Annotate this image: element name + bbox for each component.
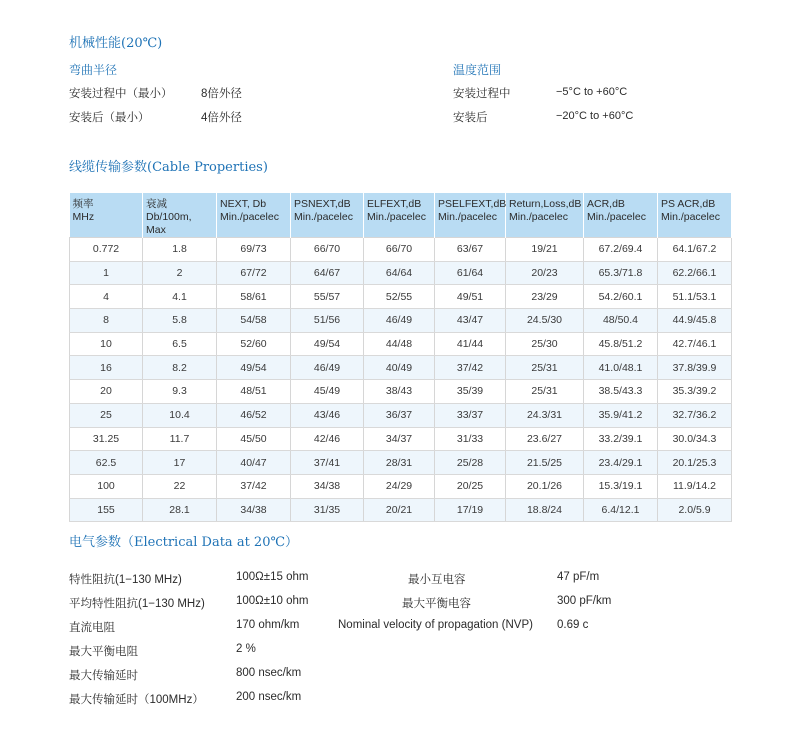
column-header: ACR,dB Min./pacelec [584, 193, 658, 238]
table-cell: 64/64 [364, 261, 435, 285]
table-cell: 67.2/69.4 [584, 238, 658, 262]
table-cell: 41/44 [435, 332, 506, 356]
table-cell: 20.1/25.3 [658, 451, 732, 475]
table-row [70, 498, 732, 522]
table-cell: 66/70 [364, 238, 435, 262]
table-cell: 20/25 [435, 474, 506, 498]
table-cell: 62.2/66.1 [658, 261, 732, 285]
table-row [70, 309, 732, 333]
temp-value-installed: −20°C to +60°C [556, 110, 634, 122]
table-cell: 48/51 [217, 380, 291, 404]
table-cell: 43/47 [435, 309, 506, 333]
table-cell: 41.0/48.1 [584, 356, 658, 380]
table-cell: 25/30 [506, 332, 584, 356]
table-row [70, 332, 732, 356]
table-cell: 69/73 [217, 238, 291, 262]
column-header: ELFEXT,dB Min./pacelec [364, 193, 435, 238]
table-cell: 42/46 [291, 427, 364, 451]
table-cell: 54/58 [217, 309, 291, 333]
table-cell: 155 [70, 498, 143, 522]
table-row [70, 474, 732, 498]
table-cell: 20.1/26 [506, 474, 584, 498]
table-cell: 31/33 [435, 427, 506, 451]
avg-impedance-value: 100Ω±10 ohm [236, 595, 309, 607]
table-cell: 34/37 [364, 427, 435, 451]
table-cell: 28.1 [143, 498, 217, 522]
table-cell: 16 [70, 356, 143, 380]
table-cell: 36/37 [364, 403, 435, 427]
table-cell: 11.9/14.2 [658, 474, 732, 498]
table-cell: 25/31 [506, 380, 584, 404]
table-cell: 4 [70, 285, 143, 309]
max-delay-100mhz-value: 200 nsec/km [236, 691, 302, 703]
table-row [70, 427, 732, 451]
table-cell: 35.9/41.2 [584, 403, 658, 427]
table-cell: 0.772 [70, 238, 143, 262]
table-cell: 34/38 [291, 474, 364, 498]
max-unbalance-capacitance-value: 300 pF/km [557, 595, 612, 607]
table-cell: 28/31 [364, 451, 435, 475]
min-mutual-capacitance-value: 47 pF/m [557, 571, 600, 583]
table-cell: 20 [70, 380, 143, 404]
table-cell: 51.1/53.1 [658, 285, 732, 309]
table-row [70, 238, 732, 262]
table-cell: 33.2/39.1 [584, 427, 658, 451]
cable-properties-title: 线缆传输参数(Cable Properties) [69, 160, 268, 175]
table-cell: 46/52 [217, 403, 291, 427]
table-cell: 64/67 [291, 261, 364, 285]
table-cell: 10.4 [143, 403, 217, 427]
table-cell: 17/19 [435, 498, 506, 522]
table-cell: 20/23 [506, 261, 584, 285]
table-header-row [70, 193, 732, 238]
impedance-value: 100Ω±15 ohm [236, 571, 309, 583]
table-cell: 54.2/60.1 [584, 285, 658, 309]
table-cell: 40/49 [364, 356, 435, 380]
table-cell: 37/41 [291, 451, 364, 475]
table-cell: 18.8/24 [506, 498, 584, 522]
table-cell: 24.5/30 [506, 309, 584, 333]
table-cell: 31.25 [70, 427, 143, 451]
table-cell: 1 [70, 261, 143, 285]
table-cell: 46/49 [291, 356, 364, 380]
table-cell: 48/50.4 [584, 309, 658, 333]
table-cell: 19/21 [506, 238, 584, 262]
bend-label-installing: 安装过程中（最小） [69, 88, 173, 100]
temp-label-installing: 安装过程中 [453, 88, 511, 100]
table-cell: 25/28 [435, 451, 506, 475]
table-cell: 23/29 [506, 285, 584, 309]
table-cell: 35/39 [435, 380, 506, 404]
table-cell: 37/42 [435, 356, 506, 380]
table-cell: 2 [143, 261, 217, 285]
table-cell: 8 [70, 309, 143, 333]
table-cell: 49/54 [291, 332, 364, 356]
table-cell: 46/49 [364, 309, 435, 333]
table-cell: 100 [70, 474, 143, 498]
table-cell: 44.9/45.8 [658, 309, 732, 333]
temp-value-installing: −5°C to +60°C [556, 86, 628, 98]
table-cell: 15.3/19.1 [584, 474, 658, 498]
max-delay-label: 最大传输延时 [69, 670, 138, 682]
table-cell: 6.5 [143, 332, 217, 356]
table-cell: 43/46 [291, 403, 364, 427]
table-row [70, 285, 732, 309]
table-cell: 25 [70, 403, 143, 427]
bend-value-installing: 8倍外径 [201, 88, 242, 100]
table-cell: 23.4/29.1 [584, 451, 658, 475]
table-cell: 5.8 [143, 309, 217, 333]
table-cell: 22 [143, 474, 217, 498]
table-cell: 61/64 [435, 261, 506, 285]
column-header: 衰减 Db/100m, Max [143, 193, 217, 238]
table-cell: 63/67 [435, 238, 506, 262]
table-row [70, 403, 732, 427]
table-cell: 31/35 [291, 498, 364, 522]
table-row [70, 380, 732, 404]
avg-impedance-label: 平均特性阻抗(1−130 MHz) [69, 598, 205, 610]
table-cell: 25/31 [506, 356, 584, 380]
table-cell: 21.5/25 [506, 451, 584, 475]
max-delay-100mhz-label: 最大传输延时（100MHz） [69, 694, 204, 706]
temp-label-installed: 安装后 [453, 112, 488, 124]
column-header: Return,Loss,dB Min./pacelec [506, 193, 584, 238]
cable-properties-table [69, 193, 732, 522]
table-cell: 30.0/34.3 [658, 427, 732, 451]
table-cell: 10 [70, 332, 143, 356]
table-cell: 67/72 [217, 261, 291, 285]
table-cell: 38.5/43.3 [584, 380, 658, 404]
table-cell: 40/47 [217, 451, 291, 475]
table-cell: 24/29 [364, 474, 435, 498]
table-row [70, 451, 732, 475]
table-cell: 42.7/46.1 [658, 332, 732, 356]
table-cell: 37/42 [217, 474, 291, 498]
table-cell: 4.1 [143, 285, 217, 309]
table-cell: 45/49 [291, 380, 364, 404]
temperature-range-title: 温度范围 [453, 63, 502, 77]
nvp-value: 0.69 c [557, 619, 589, 631]
max-unbalance-resistance-value: 2 % [236, 643, 256, 655]
table-cell: 64.1/67.2 [658, 238, 732, 262]
table-cell: 17 [143, 451, 217, 475]
column-header: PS ACR,dB Min./pacelec [658, 193, 732, 238]
max-delay-value: 800 nsec/km [236, 667, 302, 679]
table-cell: 37.8/39.9 [658, 356, 732, 380]
table-cell: 55/57 [291, 285, 364, 309]
table-cell: 6.4/12.1 [584, 498, 658, 522]
table-cell: 9.3 [143, 380, 217, 404]
column-header: PSNEXT,dB Min./pacelec [291, 193, 364, 238]
table-cell: 52/55 [364, 285, 435, 309]
column-header: PSELFEXT,dB Min./pacelec [435, 193, 506, 238]
dc-resistance-label: 直流电阻 [69, 622, 115, 634]
bend-radius-title: 弯曲半径 [69, 63, 118, 77]
table-cell: 32.7/36.2 [658, 403, 732, 427]
table-cell: 34/38 [217, 498, 291, 522]
table-cell: 23.6/27 [506, 427, 584, 451]
bend-value-installed: 4倍外径 [201, 112, 242, 124]
table-cell: 38/43 [364, 380, 435, 404]
table-cell: 65.3/71.8 [584, 261, 658, 285]
table-cell: 44/48 [364, 332, 435, 356]
table-cell: 52/60 [217, 332, 291, 356]
table-cell: 1.8 [143, 238, 217, 262]
table-row [70, 356, 732, 380]
table-row [70, 261, 732, 285]
min-mutual-capacitance-label: 最小互电容 [408, 574, 466, 586]
electrical-title: 电气参数（Electrical Data at 20℃） [69, 535, 299, 550]
table-cell: 20/21 [364, 498, 435, 522]
impedance-label: 特性阻抗(1−130 MHz) [69, 574, 182, 586]
table-cell: 66/70 [291, 238, 364, 262]
max-unbalance-capacitance-label: 最大平衡电容 [402, 598, 471, 610]
max-unbalance-resistance-label: 最大平衡电阻 [69, 646, 138, 658]
table-cell: 62.5 [70, 451, 143, 475]
table-cell: 35.3/39.2 [658, 380, 732, 404]
table-cell: 45.8/51.2 [584, 332, 658, 356]
table-cell: 8.2 [143, 356, 217, 380]
bend-label-installed: 安装后（最小） [69, 112, 150, 124]
column-header: 频率 MHz [70, 193, 143, 238]
nvp-label: Nominal velocity of propagation (NVP) [338, 619, 533, 631]
table-cell: 45/50 [217, 427, 291, 451]
column-header: NEXT, Db Min./pacelec [217, 193, 291, 238]
table-cell: 58/61 [217, 285, 291, 309]
table-cell: 49/54 [217, 356, 291, 380]
dc-resistance-value: 170 ohm/km [236, 619, 300, 631]
table-cell: 24.3/31 [506, 403, 584, 427]
table-cell: 33/37 [435, 403, 506, 427]
table-cell: 2.0/5.9 [658, 498, 732, 522]
table-cell: 11.7 [143, 427, 217, 451]
table-cell: 51/56 [291, 309, 364, 333]
mechanical-title: 机械性能(20℃) [69, 36, 163, 51]
table-cell: 49/51 [435, 285, 506, 309]
